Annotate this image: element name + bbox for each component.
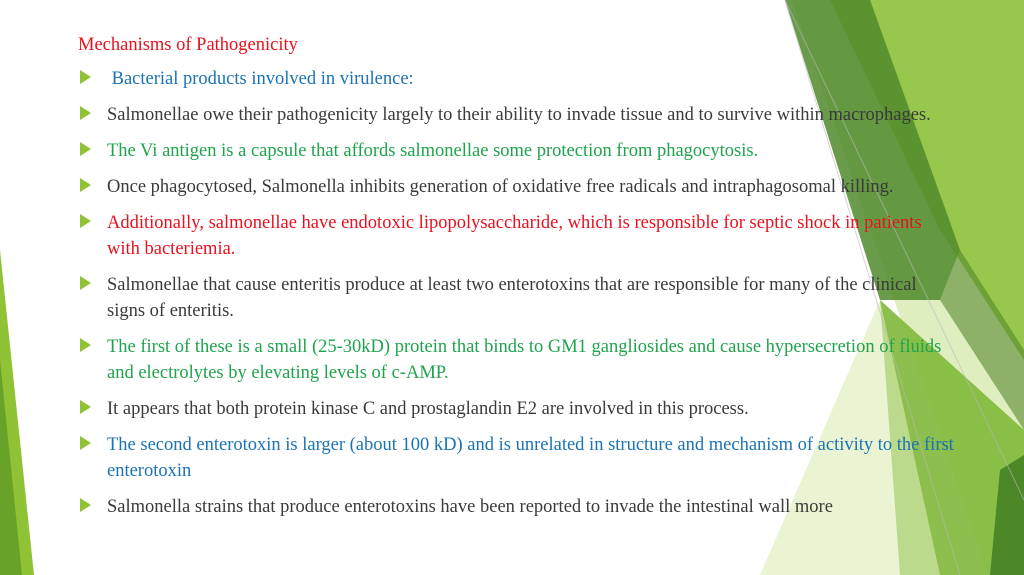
triangle-arrow-icon (80, 498, 91, 512)
bullet-item (78, 210, 958, 262)
bullet-text: It appears that both protein kinase C and prostaglandin E2 are involved in this process. (107, 399, 749, 419)
bullet-item (78, 494, 958, 520)
bullet-item (78, 396, 958, 422)
bullet-item (78, 102, 958, 128)
bullet-text: Bacterial products involved in virulence: (107, 69, 414, 89)
triangle-arrow-icon (80, 276, 91, 290)
bullet-item (78, 334, 958, 386)
bullet-item (78, 138, 958, 164)
bullet-item (78, 432, 958, 484)
bullet-item (78, 272, 958, 324)
bullet-text: The first of these is a small (25-30kD) protein that binds to GM1 gangliosides and cause hypersecretion of fluids and electrolytes by elevating levels of c-AMP. (107, 337, 942, 383)
bullet-text: Once phagocytosed, Salmonella inhibits generation of oxidative free radicals and intraphagosomal killing. (107, 177, 894, 197)
bullet-text: The Vi antigen is a capsule that affords salmonellae some protection from phagocytosis. (107, 141, 759, 161)
triangle-arrow-icon (80, 400, 91, 414)
bullet-text: Salmonellae that cause enteritis produce at least two enterotoxins that are responsible for many of the clinical signs of enteritis. (107, 275, 917, 321)
bullet-item (78, 66, 958, 92)
triangle-arrow-icon (80, 142, 91, 156)
bullet-text: The second enterotoxin is larger (about 100 kD) and is unrelated in structure and mechanism of activity to the first enterotoxin (107, 435, 954, 481)
bullet-text: Salmonella strains that produce enterotoxins have been reported to invade the intestinal wall more (107, 497, 833, 517)
bullet-item (78, 174, 958, 200)
slide-heading: Mechanisms of Pathogenicity (78, 35, 298, 55)
triangle-arrow-icon (80, 106, 91, 120)
bullet-text: Salmonellae owe their pathogenicity largely to their ability to invade tissue and to survive within macrophages. (107, 105, 931, 125)
slide-content (78, 33, 958, 530)
triangle-arrow-icon (80, 178, 91, 192)
bullet-text: Additionally, salmonellae have endotoxic lipopolysaccharide, which is responsible for septic shock in patients with bacteriemia. (107, 213, 922, 259)
triangle-arrow-icon (80, 214, 91, 228)
triangle-arrow-icon (80, 338, 91, 352)
triangle-arrow-icon (80, 436, 91, 450)
triangle-arrow-icon (80, 70, 91, 84)
